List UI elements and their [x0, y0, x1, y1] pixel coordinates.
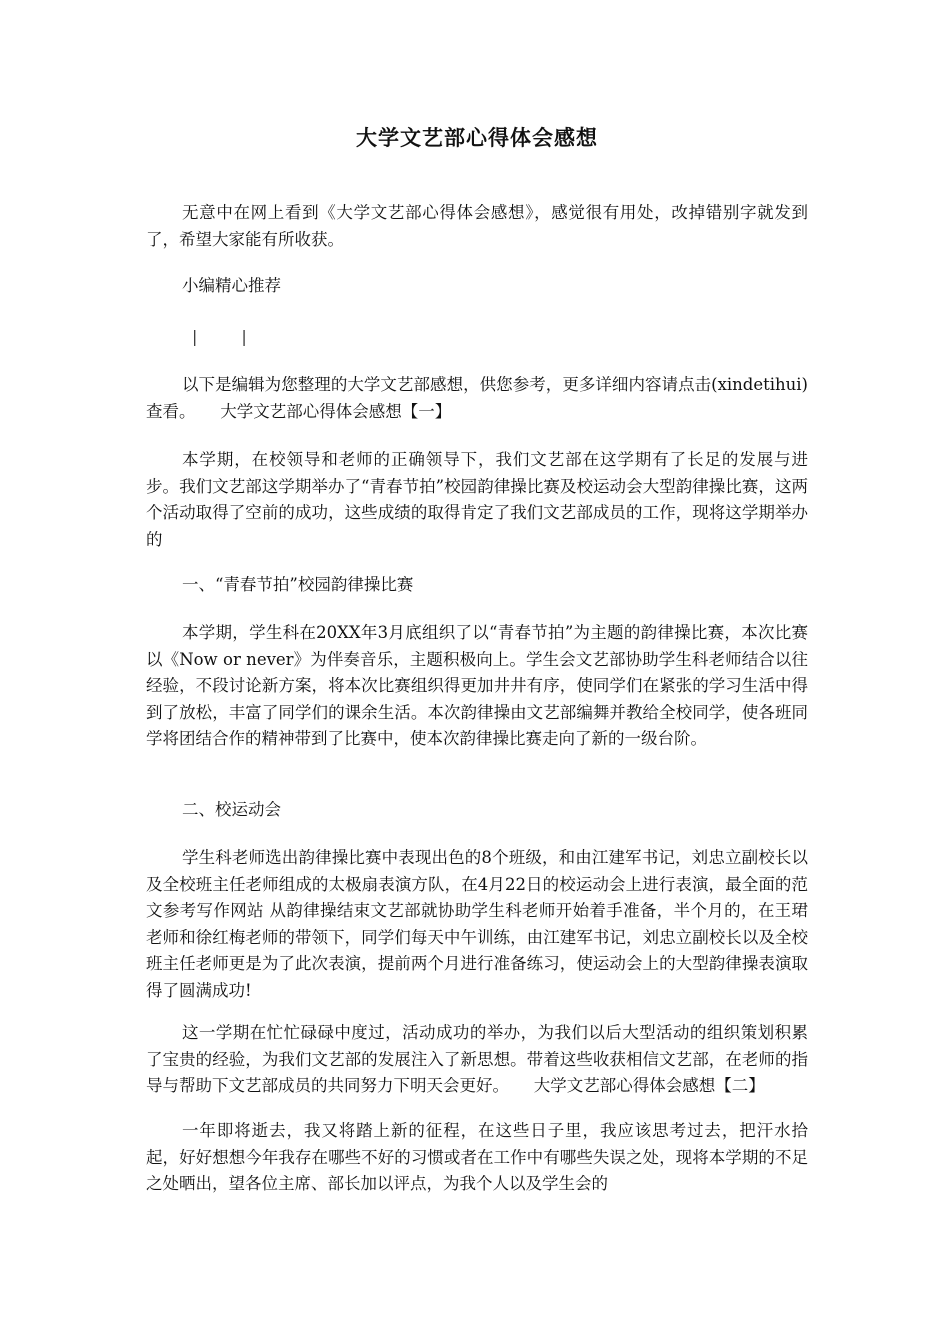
second-essay-paragraph: 一年即将逝去，我又将踏上新的征程，在这些日子里，我应该思考过去，把汗水拾起，好好想想今年我存在哪些不好的习惯或者在工作中有哪些失误之处，现将本学期的不足之处晒出，望各位主席、部长加以评点，为我个人以及学生会的	[146, 1121, 808, 1193]
section-one-body: 本学期，学生科在20XX年3月底组织了以“青春节拍”为主题的韵律操比赛，本次比赛以《Now or never》为伴奏音乐，主题积极向上。学生会文艺部协助学生科老师结合以往经验，不段讨论新方案，将本次比赛组织得更加井井有序，使同学们在紧张的学习生活中得到了放松，丰富了同学们的课余生活。本次韵律操由文艺部编舞并教给全校同学，使各班同学将团结合作的精神带到了比赛中，使本次韵律操比赛走向了新的一级台阶。	[146, 623, 808, 748]
closing-paragraph: 这一学期在忙忙碌碌中度过，活动成功的举办，为我们以后大型活动的组织策划积累了宝贵的经验，为我们文艺部的发展注入了新思想。带着这些收获相信文艺部，在老师的指导与帮助下文艺部成员的共同努力下明天会更好。 大学文艺部心得体会感想【二】	[146, 1023, 808, 1095]
document-title: 大学文艺部心得体会感想	[356, 125, 598, 150]
intro-paragraph: 无意中在网上看到《大学文艺部心得体会感想》，感觉很有用处，改掉错别字就发到了，希望大家能有所收获。	[146, 203, 808, 249]
editor-note-paragraph: 以下是编辑为您整理的大学文艺部感想，供您参考，更多详细内容请点击(xindetihui)查看。 大学文艺部心得体会感想【一】	[146, 375, 808, 421]
section-two-body: 学生科老师选出韵律操比赛中表现出色的8个班级，和由江建军书记，刘忠立副校长以及全校班主任老师组成的太极扇表演方队，在4月22日的校运动会上进行表演，最全面的范文参考写作网站 从韵律操结束文艺部就协助学生科老师开始着手准备，半个月的，在王珺老师和徐红梅老师的带领下，同学们每天中午训练，由江建军书记，刘忠立副校长以及全校班主任老师更是为了此次表演，提前两个月进行准备练习，使运动会上的大型韵律操表演取得了圆满成功!	[146, 848, 808, 1000]
recommend-heading: 小编精心推荐	[182, 276, 281, 295]
section-one-heading: 一、“青春节拍”校园韵律操比赛	[182, 575, 414, 594]
section-two-heading: 二、校运动会	[182, 800, 281, 819]
semester-summary-paragraph: 本学期，在校领导和老师的正确领导下，我们文艺部在这学期有了长足的发展与进步。我们文艺部这学期举办了“青春节拍”校园韵律操比赛及校运动会大型韵律操比赛，这两个活动取得了空前的成功，这些成绩的取得肯定了我们文艺部成员的工作，现将这学期举办的	[146, 450, 808, 549]
recommend-links-separator: | |	[192, 327, 261, 346]
